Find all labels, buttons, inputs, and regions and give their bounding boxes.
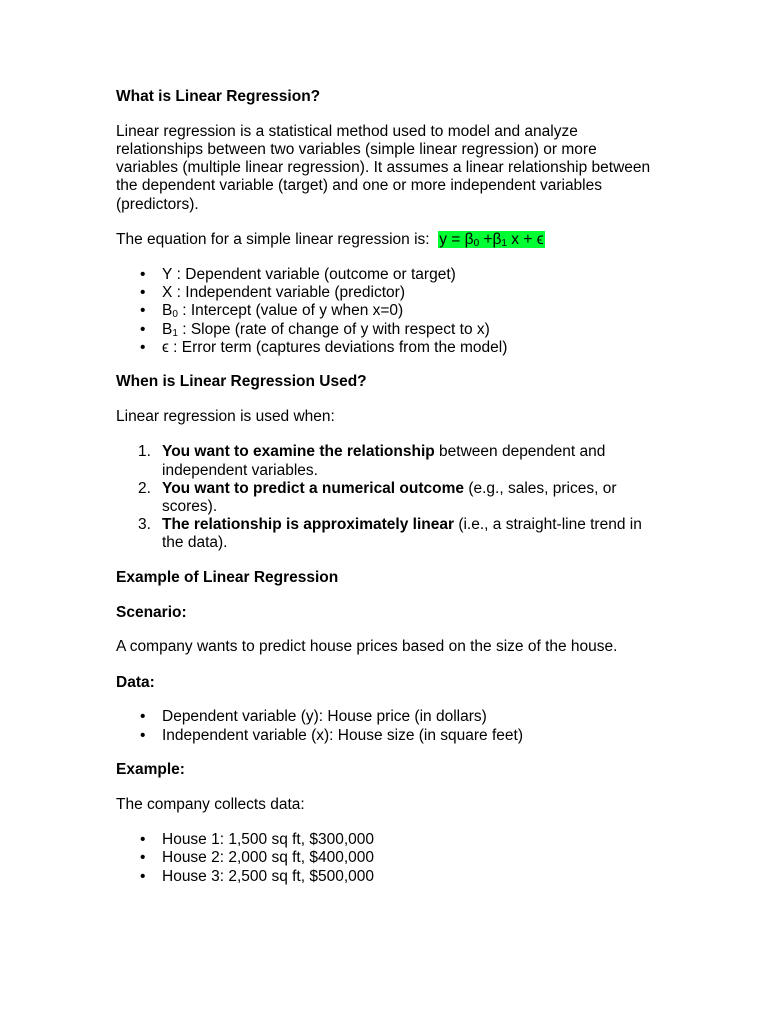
use-bold: You want to predict a numerical outcome	[162, 479, 465, 497]
term-text: : Error term (captures deviations from the model)	[168, 338, 508, 356]
houses-list	[116, 831, 656, 886]
use-rest: (i.e., a straight-line trend in the data).	[162, 516, 642, 552]
list-item	[116, 849, 656, 867]
house-text: House 1: 1,500 sq ft, $300,000	[162, 831, 374, 849]
bullet-icon: •	[140, 831, 146, 849]
data-item-text: Dependent variable (y): House price (in dollars)	[162, 708, 487, 726]
term-text: : Intercept (value of y when x=0)	[177, 302, 404, 320]
list-item	[116, 339, 656, 357]
use-rest: (e.g., sales, prices, or scores).	[162, 479, 617, 515]
term-symbol: ϵ	[162, 338, 169, 356]
term-text: : Slope (rate of change of y with respect to x)	[177, 320, 490, 338]
used-intro: Linear regression is used when:	[116, 408, 335, 426]
uses-list	[116, 443, 656, 552]
use-rest: between dependent and independent variables.	[162, 443, 606, 479]
example-intro: The company collects data:	[116, 795, 305, 813]
bullet-icon: •	[140, 849, 146, 867]
list-item	[116, 831, 656, 849]
use-bold: You want to examine the relationship	[162, 443, 435, 461]
equation-part-b: +β	[479, 230, 502, 248]
bullet-icon: •	[140, 284, 146, 302]
equation-prefix: The equation for a simple linear regression is:	[116, 230, 430, 248]
heading-example-of-linear-regression: Example of Linear Regression	[116, 569, 339, 587]
equation-part-a: y = β	[439, 230, 474, 248]
bullet-icon: •	[140, 726, 146, 744]
list-item	[116, 266, 656, 284]
bullet-icon: •	[140, 867, 146, 885]
list-item	[116, 708, 656, 726]
house-text: House 3: 2,500 sq ft, $500,000	[162, 867, 374, 885]
heading-when-used: When is Linear Regression Used?	[116, 373, 367, 391]
list-item	[116, 868, 656, 886]
equation-part-c: x + ϵ	[506, 230, 544, 248]
heading-example: Example:	[116, 761, 185, 779]
term-symbol: X	[162, 284, 173, 302]
term-symbol: B	[162, 320, 173, 338]
data-item-text: Independent variable (x): House size (in square feet)	[162, 726, 524, 744]
house-text: House 2: 2,000 sq ft, $400,000	[162, 849, 374, 867]
list-item	[116, 443, 656, 479]
list-item	[116, 516, 656, 552]
bullet-icon: •	[140, 320, 146, 338]
term-text: : Dependent variable (outcome or target)	[172, 265, 456, 283]
bullet-icon: •	[140, 302, 146, 320]
term-subscript: 0	[172, 309, 178, 321]
equation-highlight	[438, 231, 544, 248]
list-item	[116, 727, 656, 745]
heading-scenario: Scenario:	[116, 603, 187, 621]
equation-paragraph	[116, 231, 656, 249]
bullet-icon: •	[140, 265, 146, 283]
equation-sub-1: 1	[501, 237, 507, 249]
terms-list	[116, 266, 656, 357]
term-text: : Independent variable (predictor)	[172, 284, 405, 302]
list-item	[116, 321, 656, 339]
bullet-icon: •	[140, 708, 146, 726]
use-bold: The relationship is approximately linear	[162, 516, 455, 534]
heading-what-is-linear-regression: What is Linear Regression?	[116, 88, 321, 105]
list-item	[116, 302, 656, 320]
bullet-icon: •	[140, 338, 146, 356]
list-item	[116, 480, 656, 516]
term-subscript: 1	[172, 327, 178, 339]
equation-sub-0: 0	[473, 237, 480, 249]
heading-data: Data:	[116, 673, 155, 691]
list-number: 1.	[138, 443, 151, 461]
term-symbol: B	[162, 302, 173, 320]
document-page	[116, 88, 656, 902]
intro-paragraph: Linear regression is a statistical method used to model and analyze relationships between two variables (simple linear regression) or more variables (multiple linear regression). It assumes a linear relationship between the dependent variable (target) and one or more independent variables (predictors).	[116, 122, 651, 213]
list-item	[116, 284, 656, 302]
list-number: 2.	[138, 479, 151, 497]
term-symbol: Y	[162, 265, 173, 283]
list-number: 3.	[138, 516, 151, 534]
scenario-paragraph: A company wants to predict house prices based on the size of the house.	[116, 638, 618, 656]
data-list	[116, 708, 656, 744]
